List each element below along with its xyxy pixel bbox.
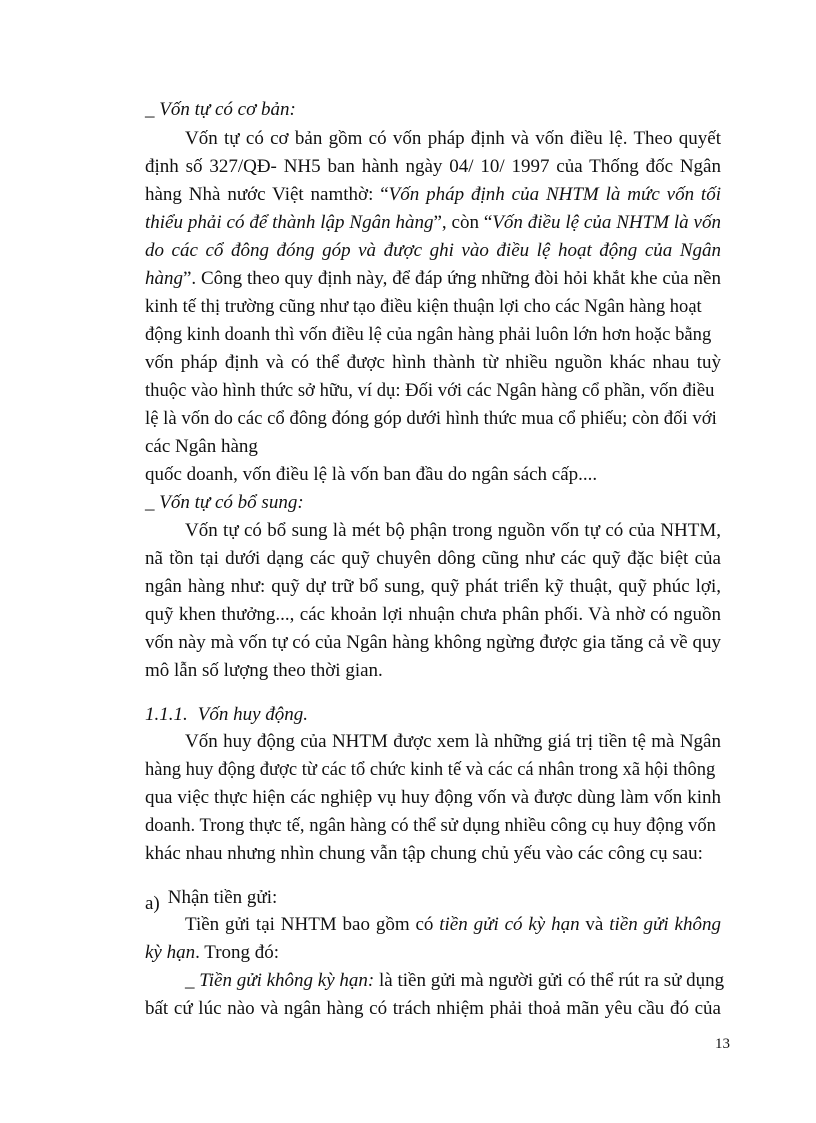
text-run: hàng Nhà nước Việt namthờ: “ bbox=[145, 184, 389, 205]
italic-quote: Vốn pháp định của NHTM là mức vốn tối bbox=[388, 184, 721, 205]
paragraph-line: Vốn huy động của NHTM được xem là những giá trị tiền tệ mà Ngân bbox=[185, 731, 721, 752]
paragraph-line: Vốn tự có cơ bản gồm có vốn pháp định và vốn điều lệ. Theo quyết bbox=[185, 128, 721, 149]
paragraph-line: các Ngân hàng bbox=[145, 436, 258, 457]
page-number: 13 bbox=[715, 1036, 730, 1052]
paragraph-line: ngân hàng như: quỹ dự trữ bổ sung, quỹ phát triển kỹ thuật, quỹ phúc lợi, bbox=[145, 576, 721, 597]
text-run: động kinh doanh thì vốn điều lệ của ngân hàng phải luôn lớn hơn hoặc bằng bbox=[145, 324, 712, 345]
italic-term: tiền gửi không bbox=[609, 914, 721, 935]
paragraph-line: do các cổ đông đóng góp và được ghi vào điều lệ hoạt động của Ngân bbox=[145, 240, 721, 261]
paragraph-line: quốc doanh, vốn điều lệ là vốn ban đầu do ngân sách cấp.... bbox=[145, 464, 598, 485]
paragraph-line: vốn này mà vốn tự có của Ngân hàng không ngừng được gia tăng cả về quy bbox=[145, 632, 721, 653]
text-run: và bbox=[579, 914, 610, 935]
paragraph-line: quỹ khen thưởng..., các khoản lợi nhuận chưa phân phối. Và nhờ có nguồn bbox=[145, 604, 721, 625]
text-run: ”, còn “ bbox=[433, 212, 493, 233]
paragraph-line: nã tồn tại dưới dạng các quỹ chuyên dông cũng như các quỹ đặc biệt của bbox=[145, 548, 721, 569]
section-heading bbox=[145, 703, 308, 727]
paragraph-line: mô lẫn số lượng theo thời gian. bbox=[145, 660, 383, 681]
italic-quote: Vốn điều lệ của NHTM là vốn bbox=[492, 212, 721, 233]
section-number: 1.1.1. bbox=[145, 704, 188, 725]
paragraph-line bbox=[145, 407, 721, 431]
paragraph-line: bất cứ lúc nào và ngân hàng có trách nhiệm phải thoả mãn yêu cầu đó của bbox=[145, 998, 721, 1019]
text-run: doanh. Trong thực tế, ngân hàng có thể sử dụng nhiều công cụ huy động vốn bbox=[145, 815, 716, 836]
paragraph-line bbox=[145, 379, 721, 403]
paragraph-line bbox=[145, 183, 721, 207]
text-run: Tiền gửi tại NHTM bao gồm có bbox=[185, 914, 440, 935]
paragraph-line: định số 327/QĐ- NH5 ban hành ngày 04/ 10/ 1997 của Thống đốc Ngân bbox=[145, 156, 721, 177]
paragraph-line: vốn pháp định và có thể được hình thành từ nhiều nguồn khác nhau tuỳ bbox=[145, 352, 721, 373]
italic-quote: hàng bbox=[145, 268, 183, 289]
paragraph-line bbox=[145, 323, 721, 347]
heading-von-tu-co-bo-sung: _ Vốn tự có bổ sung: bbox=[145, 492, 304, 513]
list-marker: a) bbox=[145, 893, 160, 914]
section-title: Vốn huy động. bbox=[197, 704, 309, 725]
text-run: lệ là vốn do các cổ đông đóng góp dưới hình thức mua cổ phiếu; còn đối với bbox=[145, 408, 717, 429]
text-run: ”. Công theo quy định này, để đáp ứng những đòi hỏi khắt khe của nền bbox=[183, 268, 721, 289]
text-run: thuộc vào hình thức sở hữu, ví dụ: Đối với các Ngân hàng cổ phần, vốn điều bbox=[145, 380, 715, 401]
paragraph-line: Vốn tự có bổ sung là mét bộ phận trong nguồn vốn tự có của NHTM, bbox=[185, 520, 721, 541]
paragraph-line bbox=[145, 814, 721, 838]
italic-quote: thiểu phải có để thành lập Ngân hàng bbox=[145, 212, 434, 233]
paragraph-line bbox=[185, 913, 721, 937]
paragraph-line bbox=[145, 211, 721, 235]
list-item-a bbox=[145, 886, 278, 914]
italic-term: kỳ hạn bbox=[145, 942, 196, 963]
italic-term: tiền gửi có kỳ hạn bbox=[439, 914, 580, 935]
paragraph-line bbox=[145, 267, 721, 291]
paragraph-line bbox=[145, 295, 721, 319]
paragraph-line bbox=[185, 969, 725, 993]
heading-von-tu-co-co-ban: _ Vốn tự có cơ bản: bbox=[145, 99, 296, 120]
text-run: hàng huy động được từ các tổ chức kinh tế và các cá nhân trong xã hội thông bbox=[145, 759, 716, 780]
paragraph-line: khác nhau nhưng nhìn chung vẫn tập chung chủ yếu vào các công cụ sau: bbox=[145, 843, 703, 864]
list-item-title: Nhận tiền gửi: bbox=[167, 887, 278, 908]
text-run: kinh tế thị trường cũng như tạo điều kiện thuận lợi cho các Ngân hàng hoạt bbox=[145, 296, 702, 317]
text-run: . Trong đó: bbox=[195, 942, 280, 963]
italic-term: _ Tiền gửi không kỳ hạn: bbox=[185, 970, 375, 991]
paragraph-line: qua việc thực hiện các nghiệp vụ huy động vốn và được dùng làm vốn kinh bbox=[145, 787, 721, 808]
paragraph-line bbox=[145, 758, 721, 782]
text-run: là tiền gửi mà người gửi có thể rút ra sử dụng bbox=[374, 970, 725, 991]
paragraph-line bbox=[145, 941, 279, 965]
